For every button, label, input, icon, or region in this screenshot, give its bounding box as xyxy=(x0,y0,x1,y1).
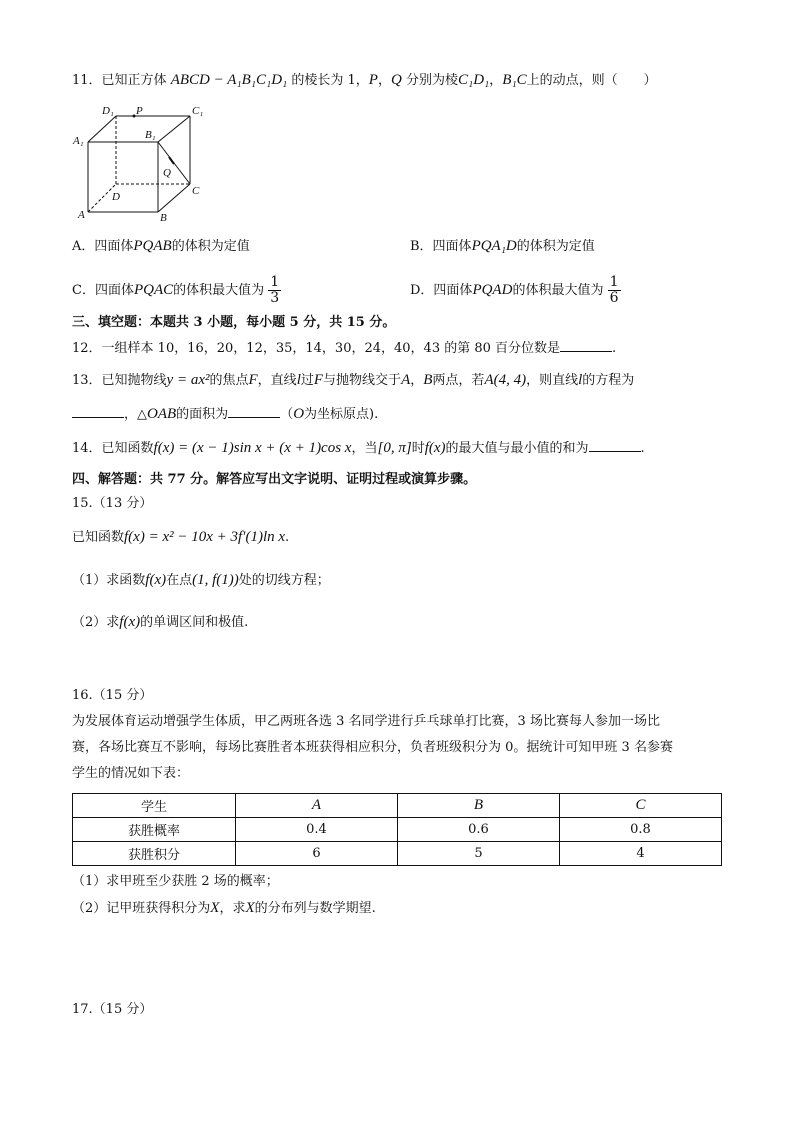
q13-stem-line2: ，△OAB的面积为 （O为坐标原点). xyxy=(72,404,378,425)
q16-stem-line1: 为发展体育运动增强学生体质，甲乙两班各选 3 名同学进行乒乓球单打比赛，3 场比赛每人参加一场比 xyxy=(72,714,660,729)
section-3-title: 三、填空题：本题共 3 小题，每小题 5 分，共 15 分。 xyxy=(72,315,396,330)
q13-stem-line1: 13．已知抛物线y = ax²的焦点F，直线l过F与抛物线交于A，B两点，若A(4, 4)，则直线l的方程为 xyxy=(72,372,635,388)
q15-part2: （2）求f(x)的单调区间和极值. xyxy=(72,614,249,630)
table-header-cell: B xyxy=(398,794,560,818)
q16-stem-line3: 学生的情况如下表： xyxy=(72,766,190,781)
fraction-one-third: $\frac{1}{3}$ xyxy=(270,274,280,306)
q15-stem: 已知函数f(x) = x² − 10x + 3f′(1)ln x. xyxy=(72,529,290,545)
label-b: B xyxy=(160,212,167,222)
label-c1: C₁ xyxy=(192,105,204,117)
label-b1: B₁ xyxy=(145,129,156,141)
section-4-title: 四、解答题：共 77 分。解答应写出文字说明、证明过程或演算步骤。 xyxy=(72,472,477,487)
q12-stem: 12．一组样本 10，16，20，12，35，14，30，24，40，43 的第 80 百分位数是 . xyxy=(72,338,616,359)
table-cell: 0.6 xyxy=(398,818,560,842)
q15-part1: （1）求函数f(x)在点(1, f(1))处的切线方程； xyxy=(72,572,330,588)
answer-blank[interactable] xyxy=(228,404,280,418)
label-p: P xyxy=(136,105,143,117)
edge-a1d1 xyxy=(88,116,116,142)
label-c: C xyxy=(192,185,200,197)
table-cell: 6 xyxy=(236,842,398,866)
q11-option-d: D．四面体PQAD的体积最大值为 $\frac{1}{6}$ xyxy=(410,274,619,306)
table-header-cell: 学生 xyxy=(73,794,236,818)
table-cell: 0.8 xyxy=(560,818,722,842)
label-d1: D₁ xyxy=(102,105,114,117)
q11-option-a: A．四面体PQAB的体积为定值 xyxy=(72,238,250,254)
q11-option-b: B．四面体PQA₁D的体积为定值 xyxy=(410,238,595,254)
edge-bc xyxy=(158,184,190,212)
label-a: A xyxy=(78,209,85,221)
q14-stem: 14．已知函数f(x) = (x − 1)sin x + (x + 1)cos x，当[0, π]时f(x)的最大值与最小值的和为 . xyxy=(72,440,645,456)
table-header-row xyxy=(73,794,722,818)
q11-stem: 11．已知正方体 ABCD − A₁B₁C₁D₁ 的棱长为 1，P，Q 分别为棱C₁D₁，B₁C上的动点，则（ ） xyxy=(72,72,657,88)
q11-option-c: C．四面体PQAC的体积最大值为 $\frac{1}{3}$ xyxy=(72,274,280,306)
answer-blank[interactable] xyxy=(589,438,641,452)
table-header-cell: C xyxy=(560,794,722,818)
table-row xyxy=(73,818,722,842)
label-a1: A₁ xyxy=(73,135,84,147)
q17-header: 17.（15 分） xyxy=(72,1002,153,1017)
table-cell: 5 xyxy=(398,842,560,866)
point-q-mark xyxy=(169,157,174,164)
table-header-cell: A xyxy=(236,794,398,818)
q16-part1: （1）求甲班至少获胜 2 场的概率； xyxy=(72,874,279,889)
edge-b1c1 xyxy=(158,116,190,142)
q16-stem-line2: 赛，各场比赛互不影响，每场比赛胜者本班获得相应积分，负者班级积分为 0。据统计可知甲班 3 名参赛 xyxy=(72,740,673,755)
table-row xyxy=(73,842,722,866)
label-d: D xyxy=(112,191,120,203)
q16-header: 16.（15 分） xyxy=(72,688,153,703)
table-cell: 获胜积分 xyxy=(73,842,236,866)
answer-blank[interactable] xyxy=(72,404,124,418)
table-cell: 4 xyxy=(560,842,722,866)
q15-header: 15.（13 分） xyxy=(72,496,153,511)
fraction-one-sixth: $\frac{1}{6}$ xyxy=(609,274,619,306)
answer-blank[interactable] xyxy=(560,338,612,352)
label-q: Q xyxy=(163,167,171,179)
student-stats-table xyxy=(72,793,722,866)
q16-part2: （2）记甲班获得积分为X，求X的分布列与数学期望. xyxy=(72,900,376,916)
table-cell: 0.4 xyxy=(236,818,398,842)
table-cell: 获胜概率 xyxy=(73,818,236,842)
cube-figure xyxy=(72,104,212,222)
